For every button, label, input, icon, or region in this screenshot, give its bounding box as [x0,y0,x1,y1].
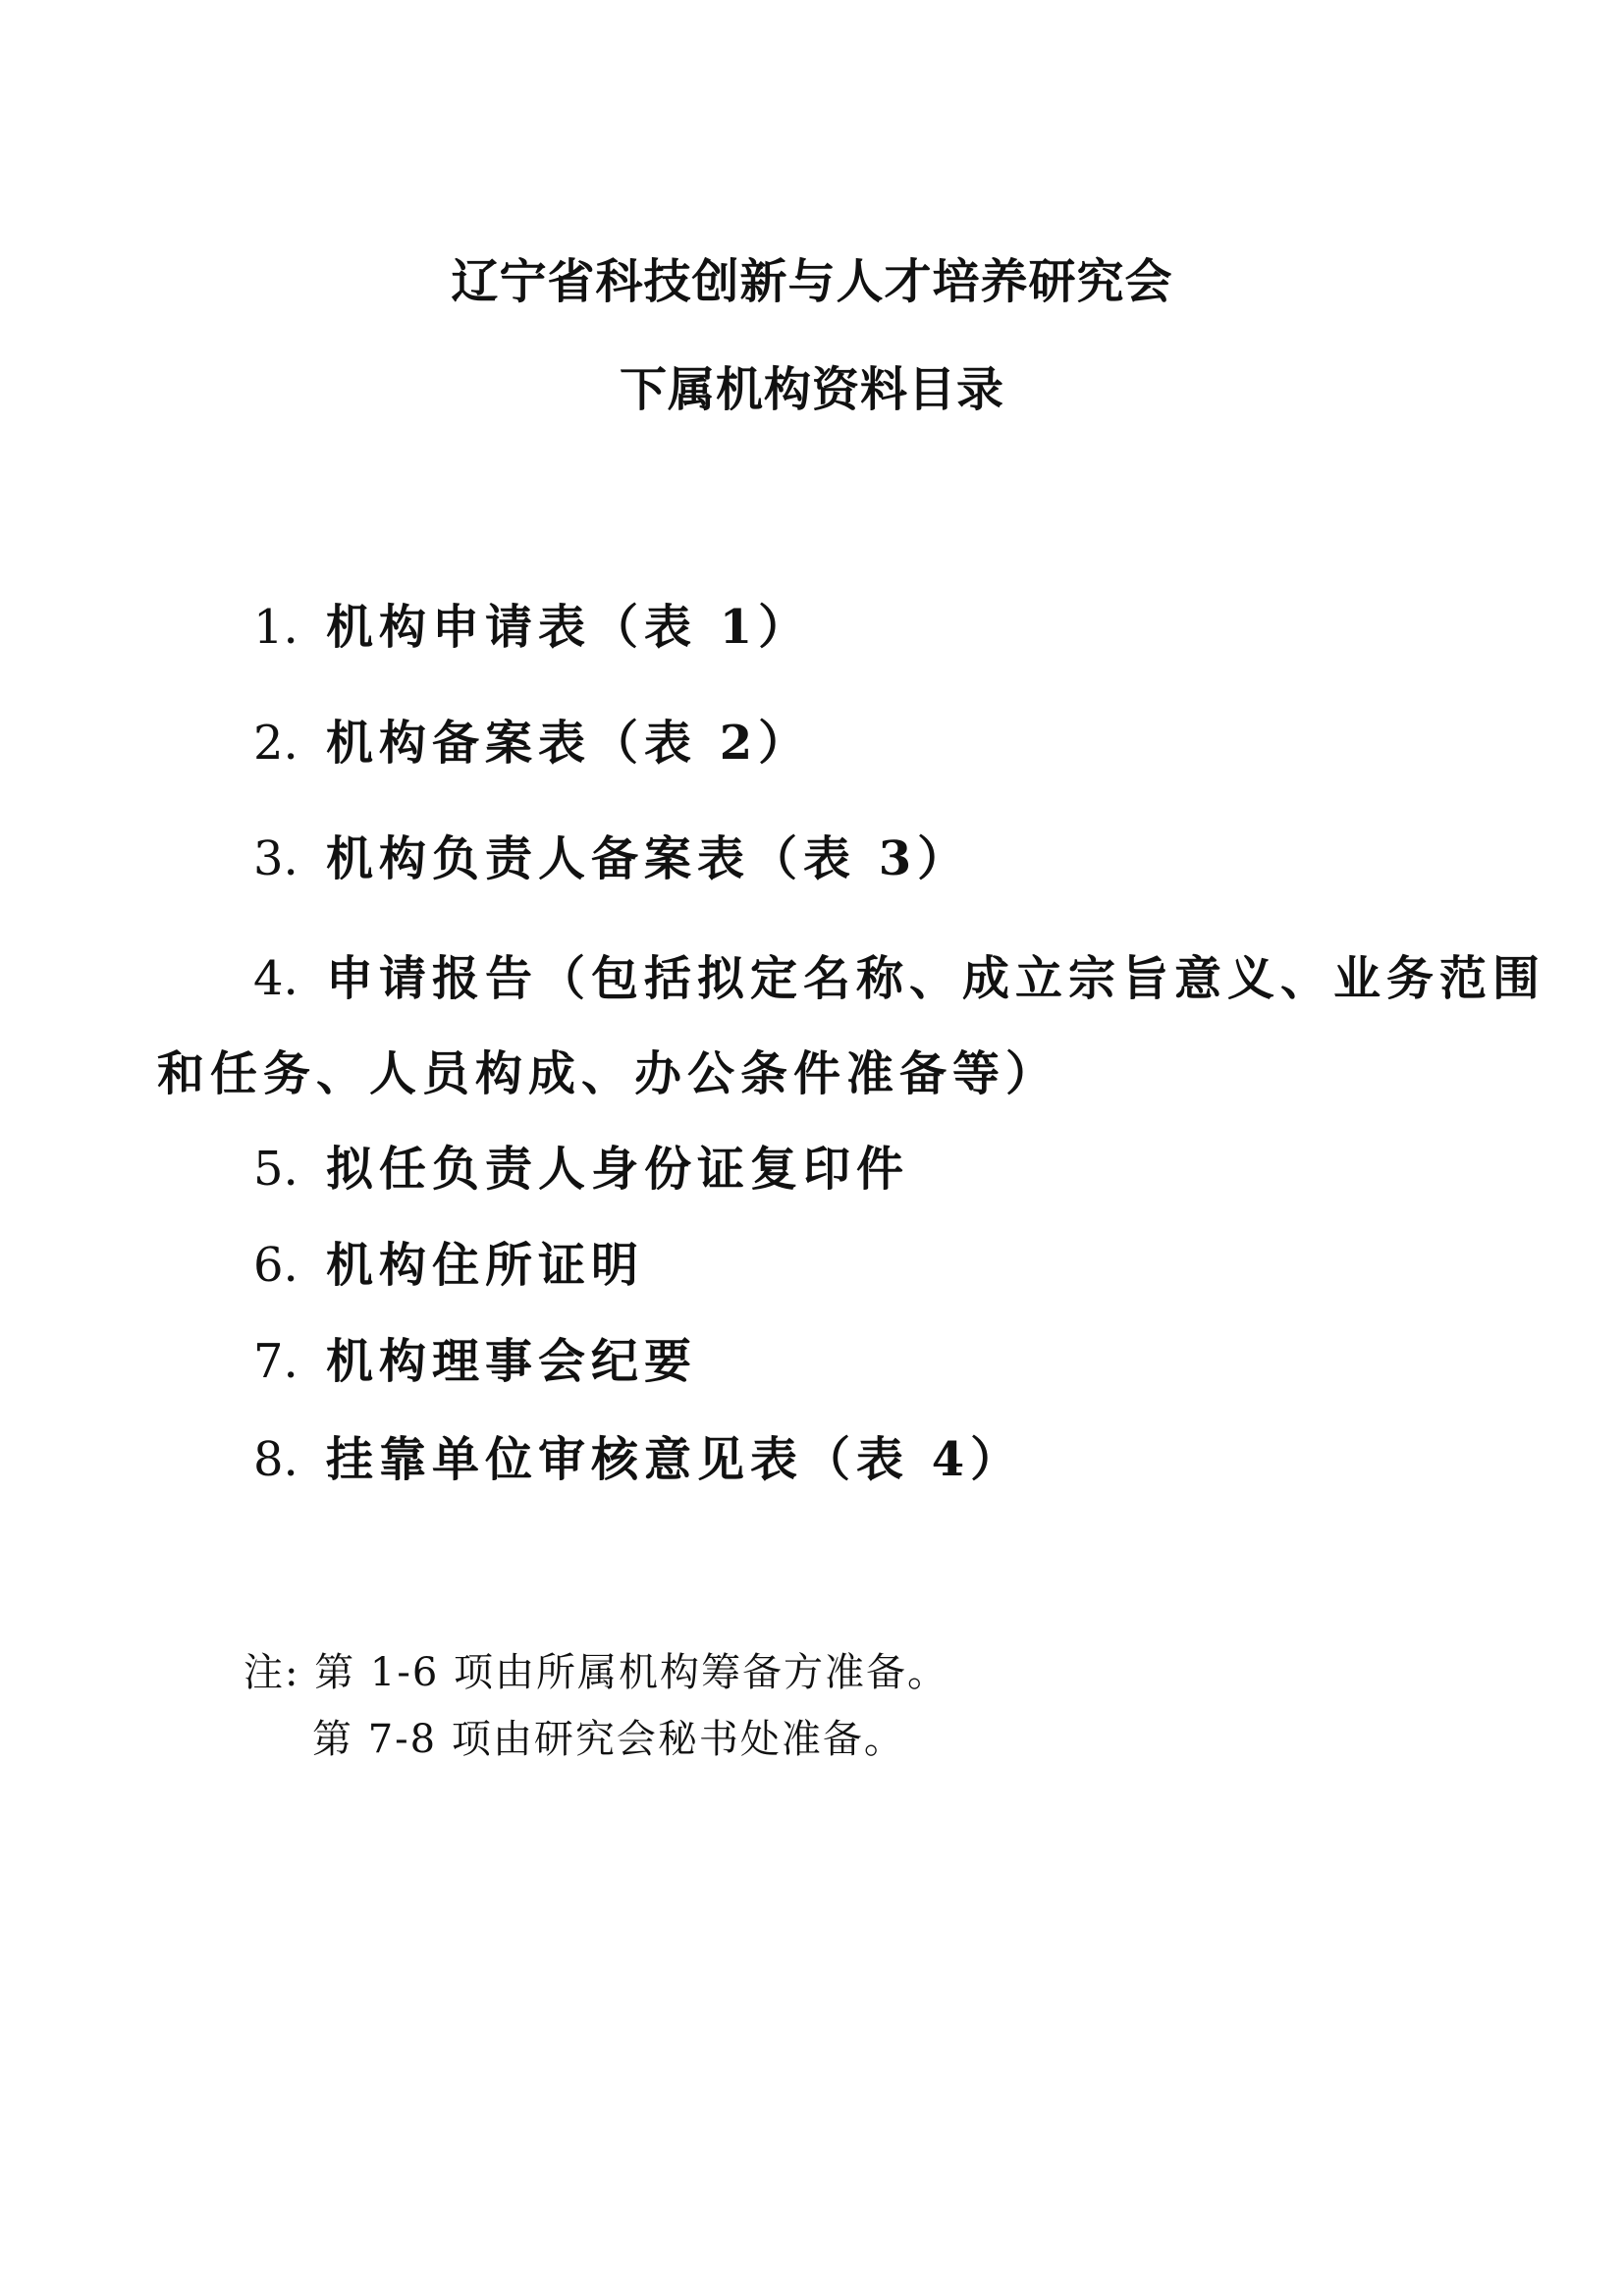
list-item [253,1131,909,1199]
list-item-text: 机构负责人备案表（表 3） [326,831,971,886]
list-item [253,589,811,657]
list-item-text: 机构理事会纪要 [326,1334,698,1389]
note-line1: 注: 第 1-6 项由所属机构筹备方准备。 [244,1650,949,1695]
list-item-continuation: 和任务、人员构成、办公条件准备等） [157,1046,1059,1101]
list-item [253,1323,697,1391]
list-item [253,705,811,773]
list-item-text: 机构住所证明 [326,1238,645,1293]
list-item [253,1421,1023,1489]
list-item-text: 机构申请表（表 1） [326,600,812,655]
document-title-line1: 辽宁省科技创新与人才培养研究会 [451,254,1173,309]
list-item [253,821,970,888]
list-item-number: 5. [253,1142,298,1197]
document-title-line2: 下属机构资料目录 [619,362,1004,417]
list-item-text: 挂靠单位审核意见表（表 4） [326,1432,1024,1487]
note-line2: 第 7-8 项由研究会秘书处准备。 [312,1717,905,1762]
list-item-number: 3. [253,831,298,886]
list-item-number: 2. [253,716,298,771]
list-item [253,1227,644,1295]
list-item-number: 4. [253,951,298,1006]
list-item [253,940,1545,1008]
list-item-text: 机构备案表（表 2） [326,716,812,771]
list-item-number: 8. [253,1432,298,1487]
list-item-number: 1. [253,600,298,655]
list-item-number: 7. [253,1334,298,1389]
list-item-text: 申请报告（包括拟定名称、成立宗旨意义、业务范围 [326,951,1546,1006]
list-item-text: 拟任负责人身份证复印件 [326,1142,910,1197]
list-item-number: 6. [253,1238,298,1293]
